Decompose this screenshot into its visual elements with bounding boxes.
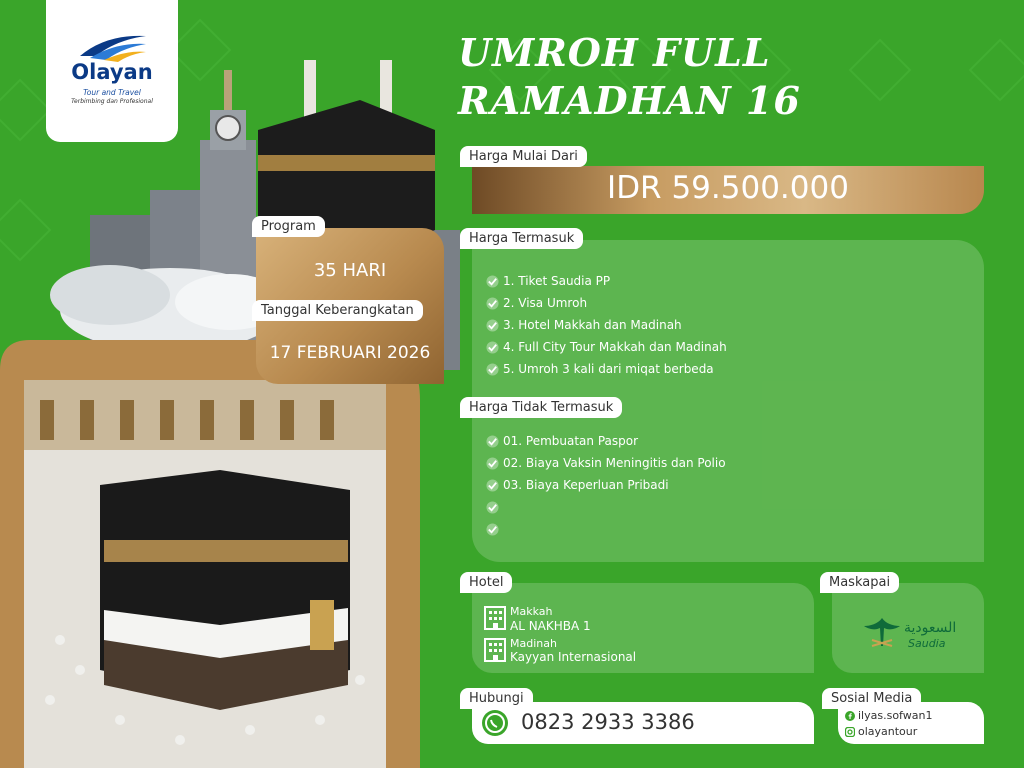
check-icon <box>486 297 499 310</box>
check-icon <box>486 479 499 492</box>
check-icon <box>486 319 499 332</box>
list-item <box>486 314 966 336</box>
list-item <box>486 496 966 518</box>
list-item-text: 1. Tiket Saudia PP <box>503 274 611 288</box>
facebook-icon <box>845 711 855 721</box>
list-item-text: 02. Biaya Vaksin Meningitis dan Polio <box>503 456 726 470</box>
included-label: Harga Termasuk <box>460 228 583 249</box>
hotel-makkah-city: Makkah <box>510 605 553 618</box>
saudia-logo-icon <box>862 616 902 650</box>
list-item-text: 03. Biaya Keperluan Pribadi <box>503 478 669 492</box>
list-item <box>486 474 966 496</box>
departure-date-value: 17 FEBRUARI 2026 <box>269 343 431 363</box>
check-icon <box>486 501 499 514</box>
check-icon <box>486 435 499 448</box>
contact-label: Hubungi <box>460 688 533 709</box>
whatsapp-icon <box>480 708 510 738</box>
price-label: Harga Mulai Dari <box>460 146 587 167</box>
list-item <box>486 518 966 540</box>
instagram-handle[interactable]: olayantour <box>858 725 918 738</box>
check-icon <box>486 363 499 376</box>
excluded-list <box>486 430 966 540</box>
brand-tagline: Tour and Travel <box>83 88 141 97</box>
building-icon <box>484 636 506 662</box>
list-item-text: 3. Hotel Makkah dan Madinah <box>503 318 682 332</box>
check-icon <box>486 457 499 470</box>
list-item-text: 4. Full City Tour Makkah dan Madinah <box>503 340 727 354</box>
title-line-1: UMROH FULL <box>458 30 771 75</box>
hotel-madinah-city: Madinah <box>510 637 557 650</box>
airline-latin-name: Saudia <box>908 637 946 650</box>
brand-slogan: Terbimbing dan Profesional <box>71 98 153 105</box>
program-duration: 35 HARI <box>313 260 387 281</box>
hotel-makkah-name: AL NAKHBA 1 <box>510 619 591 633</box>
list-item <box>486 336 966 358</box>
hotel-madinah-name: Kayyan Internasional <box>510 650 637 664</box>
list-item <box>486 292 966 314</box>
facebook-handle[interactable]: ilyas.sofwan1 <box>858 709 933 722</box>
list-item-text: 01. Pembuatan Paspor <box>503 434 639 448</box>
list-item-text: 5. Umroh 3 kali dari miqat berbeda <box>503 362 714 376</box>
airline-arabic-name: السعودية <box>904 620 957 636</box>
excluded-label: Harga Tidak Termasuk <box>460 397 622 418</box>
list-item <box>486 358 966 380</box>
check-icon <box>486 523 499 536</box>
title-line-2: RAMADHAN 16 <box>458 78 801 123</box>
list-item-text: 2. Visa Umroh <box>503 296 588 310</box>
program-label: Program <box>252 216 325 237</box>
check-icon <box>486 341 499 354</box>
list-item <box>486 270 966 292</box>
departure-date-label: Tanggal Keberangkatan <box>252 300 423 321</box>
airline-label: Maskapai <box>820 572 899 593</box>
instagram-icon <box>845 727 855 737</box>
included-list <box>486 270 966 380</box>
social-label: Sosial Media <box>822 688 921 709</box>
phone-number[interactable]: 0823 2933 3386 <box>521 710 695 734</box>
check-icon <box>486 275 499 288</box>
hotel-label: Hotel <box>460 572 512 593</box>
list-item <box>486 452 966 474</box>
building-icon <box>484 604 506 630</box>
price-value: IDR 59.500.000 <box>607 170 849 206</box>
list-item <box>486 430 966 452</box>
brand-name: Olayan <box>71 60 153 84</box>
kaaba-photo <box>0 340 420 768</box>
